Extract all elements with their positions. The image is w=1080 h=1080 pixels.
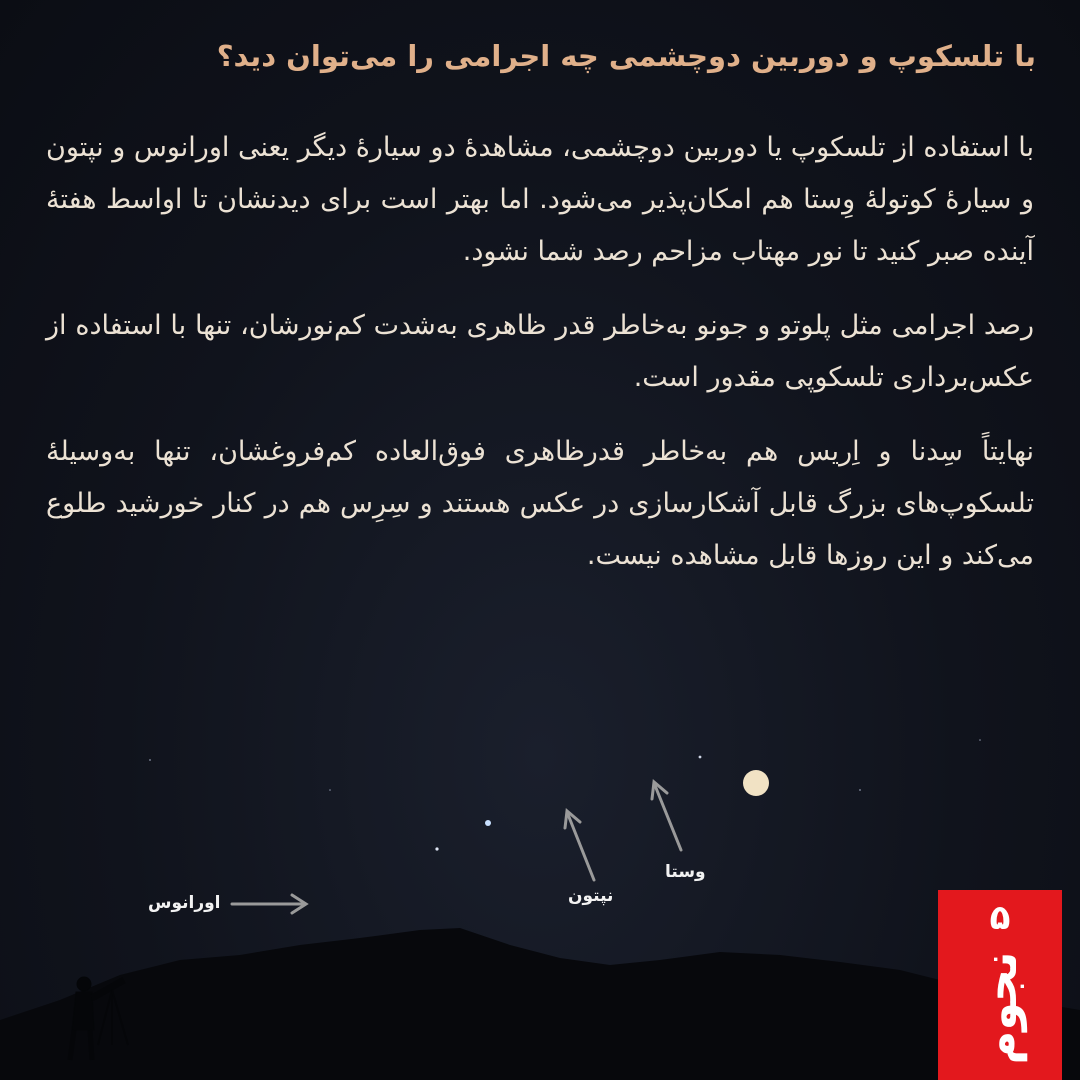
label-uranus: اورانوس [148, 893, 221, 913]
paragraph-2: رصد اجرامی مثل پلوتو و جونو به‌خاطر قدر ظاهری به‌شدت کم‌نورشان، تنها با استفاده از عکس‌برداری تلسکوپی مقدور است. [46, 310, 1034, 393]
arrow-vesta [652, 782, 681, 850]
title-container [44, 34, 1036, 78]
star [699, 756, 702, 759]
paragraph-3: نهایتاً سِدنا و اِریس هم به‌خاطر قدرظاهری فوق‌العاده کم‌فروغشان، تنها به‌وسیلهٔ تلسکوپ‌های بزرگ قابل آشکارسازی در عکس هستند و سِرِس هم در کنار خورشید طلوع می‌کند و این روزها قابل مشاهده نیست. [46, 436, 1034, 571]
label-vesta: وستا [665, 862, 706, 882]
star-neptune [485, 820, 491, 826]
star [149, 759, 151, 761]
page-title: با تلسکوپ و دوربین دوچشمی چه اجرامی را می‌توان دید؟ [216, 39, 1036, 73]
star [329, 789, 331, 791]
article-body [46, 122, 1034, 604]
star [435, 847, 438, 850]
paragraph-1: با استفاده از تلسکوپ یا دوربین دوچشمی، مشاهدهٔ دو سیارهٔ دیگر یعنی اورانوس و نپتون و سیارهٔ کوتولهٔ وِستا هم امکان‌پذیر می‌شود. اما بهتر است برای دیدنشان تا اواسط هفتهٔ آینده صبر کنید تا نور مهتاب مزاحم رصد شما نشود. [46, 132, 1034, 267]
brand-logo [938, 890, 1062, 1080]
moon [743, 770, 769, 796]
star [979, 739, 981, 741]
label-neptune: نپتون [568, 886, 614, 906]
brand-name: نجوم [973, 951, 1027, 1065]
star [859, 789, 861, 791]
arrow-neptune [565, 811, 594, 880]
brand-number: ۵ [989, 898, 1011, 938]
arrow-uranus [232, 895, 306, 913]
mountain-silhouette [0, 928, 1080, 1080]
